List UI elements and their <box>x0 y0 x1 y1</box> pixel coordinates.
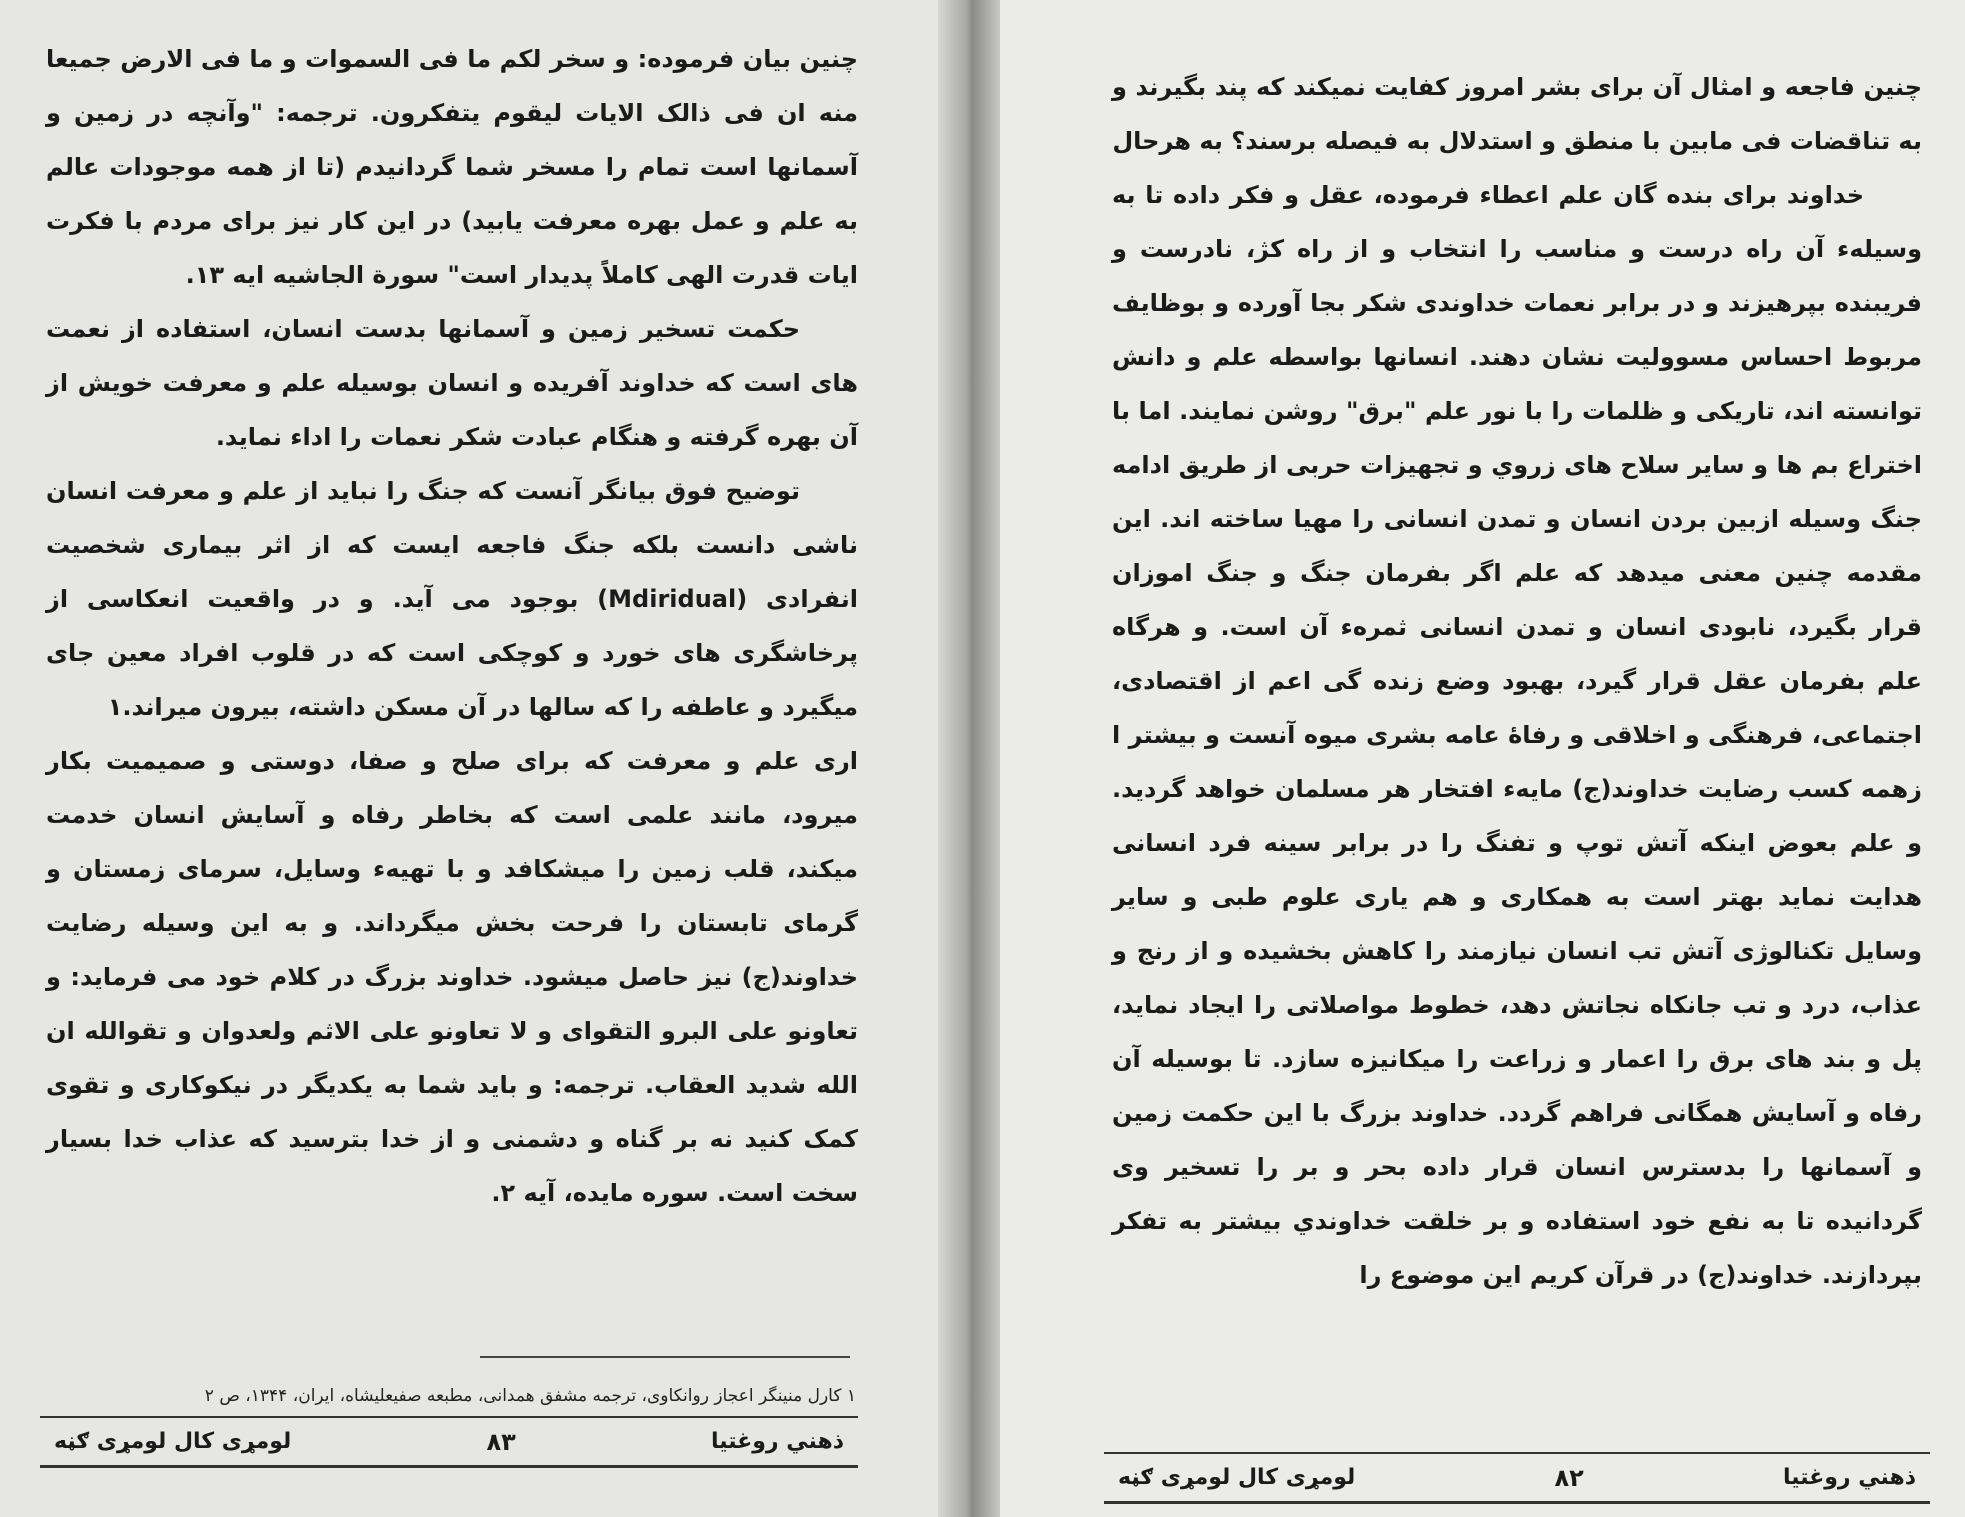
footer-journal-title: ذهني روغتيا <box>710 1429 844 1454</box>
page-footer <box>40 1416 858 1468</box>
footer-issue: لومړی کال لومړی ګڼه <box>54 1429 292 1454</box>
footnote-divider <box>480 1356 850 1358</box>
right-page <box>1000 0 1965 1517</box>
paragraph: چنین فاجعه و امثال آن برای بشر امروز کفایت نمیکند که پند بگیرند و به تناقضات فی مابین با منطق و استدلال به فیصله برسند؟ به هرحال <box>1112 73 1922 155</box>
footnote: ۱ کارل منینگر اعجاز روانکاوی، ترجمه مشفق همدانی، مطبعه صفیعلیشاه، ایران، ۱۳۴۴، ص ۲ <box>204 1386 856 1406</box>
right-page-body <box>1112 60 1922 1302</box>
left-page <box>0 0 938 1517</box>
page-number: ۸۳ <box>486 1427 516 1456</box>
footer-issue: لومړی کال لومړی ګڼه <box>1118 1465 1356 1490</box>
paragraph: حکمت تسخیر زمین و آسمانها بدست انسان، استفاده از نعمت های است که خداوند آفریده و انسان بوسیله علم و معرفت خویش از آن بهره گرفته و هنگام عبادت شکر نعمات را اداء نماید. <box>46 315 858 451</box>
footer-journal-title: ذهني روغتيا <box>1782 1465 1916 1490</box>
paragraph: اری علم و معرفت که برای صلح و صفا، دوستی و صمیمیت بکار میرود، مانند علمی است که بخاطر رفاه و آسایش انسان خدمت میکند، قلب زمین را میشکافد و با تهیهء وسایل، سرمای زمستان و گرمای تابستان را فرحت بخش میگرداند. و به این وسیله رضایت خداوند(ج) نیز حاصل میشود. خداوند بزرگ در کلام خود می فرماید: و تعاونو علی البرو التقوای و لا تعاونو علی الاثم ولعدوان و تقوالله ان الله شدید العقاب. ترجمه: و باید شما به یکدیگر در نیکوکاری و تقوی کمک کنید نه بر گناه و دشمنی و از خدا بترسید که عذاب خدا بسیار سخت است. سوره مایده، آیه ۲. <box>46 747 858 1207</box>
page-footer <box>1104 1452 1930 1504</box>
paragraph: چنین بیان فرموده: و سخر لکم ما فی السموات و ما فی الارض جمیعا منه ان فی ذالک الایات لیقوم یتفکرون. ترجمه: "وآنچه در زمین و آسمانها است تمام را مسخر شما گردانیدم (تا از همه موجودات عالم به علم و عمل بهره معرفت یابید) در این کار نیز برای مردم با فکرت ایات قدرت الهی کاملاً پدیدار است" سورة الجاشیه ایه ۱۳. <box>46 45 858 289</box>
paragraph: توضیح فوق بیانگر آنست که جنگ را نباید از علم و معرفت انسان ناشی دانست بلکه جنگ فاجعه ایست که از اثر بیماری شخصیت انفرادی (Mdiridual) بوجود می آید. و در واقعیت انعکاسی از پرخاشگری های خورد و کوچکی است که در قلوب افراد معین جای میگیرد و عاطفه را که سالها در آن مسکن داشته، بیرون میراند.۱ <box>46 477 858 721</box>
paragraph: خداوند برای بنده گان علم اعطاء فرموده، عقل و فکر داده تا به وسیلهء آن راه درست و مناسب را انتخاب و از راه کژ، نادرست و فریبنده بپرهیزند و در برابر نعمات خداوندی شکر بجا آورده و بوظایف مربوط احساس مسوولیت نشان دهند. انسانها بواسطه علم و دانش توانسته اند، تاریکی و ظلمات را با نور علم "برق" روشن نمایند. اما با اختراع بم ها و سایر سلاح های زروي و تجهیزات حربی از طریق ادامه جنگ وسیله ازبین بردن انسان و تمدن انسانی را مهیا ساخته اند. این مقدمه چنین معنی میدهد که علم اگر بفرمان جنگ و جنگ اموزان قرار بگیرد، نابودی انسان و تمدن انسانی ثمرهء آن است. و هرگاه علم بفرمان عقل قرار گیرد، بهبود وضع زنده گی اعم از اقتصادی، اجتماعی، فرهنگی و اخلاقی و رفاهٔ عامه بشری میوه آنست و بیشتر ا زهمه کسب رضایت خداوند(ج) مایهء افتخار هر مسلمان خواهد گردید. و علم بعوض اینکه آتش توپ و تفنگ را در برابر سینه فرد انسانی هدایت نماید بهتر است به همکاری و هم یاری علوم طبی و سایر وسایل تکنالوژی آتش تب انسان نیازمند را کاهش بخشیده و از رنج و عذاب، درد و تب جانکاه نجاتش دهد، خطوط مواصلاتی را ایجاد نماید، پل و بند های برق را اعمار و زراعت را میکانیزه سازد. تا بوسیله آن رفاه و آسایش همگانی فراهم گردد. خداوند بزرگ با این حکمت زمین و آسمانها را بدسترس انسان قرار داده بحر و بر را تسخیر وی گردانیده تا به نفع خود استفاده و بر خلقت خداوندي بیشتر به تفکر بپردازند. خداوند(ج) در قرآن کریم این موضوع را <box>1112 181 1922 1289</box>
book-gutter <box>938 0 1000 1517</box>
left-page-body <box>46 32 858 1220</box>
page-number: ۸۲ <box>1554 1463 1584 1492</box>
